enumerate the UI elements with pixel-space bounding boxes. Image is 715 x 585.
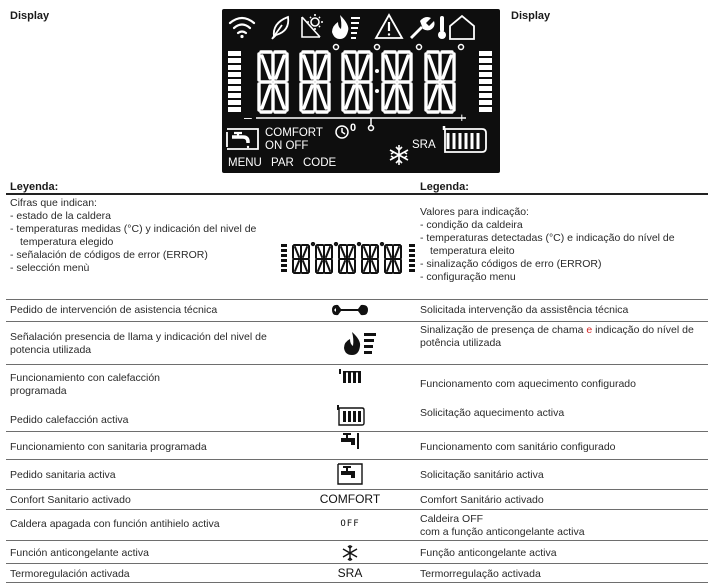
divider — [6, 582, 708, 583]
lcd-zero-label: 0 — [350, 122, 357, 134]
tap-icon — [340, 432, 360, 450]
divider — [6, 459, 708, 460]
digit-4 — [383, 52, 411, 112]
row-sra-pt: Termorregulação activada — [420, 568, 541, 580]
digit-2 — [301, 52, 329, 112]
row-tap-boxed-pt: Solicitação sanitário activa — [420, 469, 544, 481]
row-off-pt: Caldeira OFF com a função anticongelante activa — [420, 513, 585, 538]
row-tap-boxed-es: Pedido sanitaria activa — [10, 469, 116, 481]
radiator-icon — [444, 126, 486, 152]
row-wrench-es: Pedido de intervención de asistencia técnica — [10, 304, 218, 316]
row-tap-pt: Funcionamento com sanitário configurado — [420, 441, 616, 453]
row-flame-pt: Sinalização de presença de chama e indicação do nível de potência utilizada — [420, 324, 694, 349]
row-snowflake-es: Función anticongelante activa — [10, 547, 149, 559]
digit-5 — [426, 52, 454, 112]
flame-icon — [332, 15, 360, 39]
tap-boxed-icon — [336, 462, 364, 486]
divider — [6, 540, 708, 541]
lcd-menu-label: MENU — [228, 157, 262, 169]
wrench-icon — [330, 302, 370, 318]
divider — [6, 509, 708, 510]
divider — [6, 193, 708, 195]
colon-marks — [375, 69, 379, 93]
snowflake-icon — [340, 543, 360, 563]
row-snowflake-pt: Função anticongelante activa — [420, 547, 557, 559]
divider — [6, 364, 708, 365]
sra-word-icon: SRA — [337, 566, 363, 580]
divider — [6, 489, 708, 490]
tap-icon — [227, 129, 258, 149]
row-comfort-pt: Comfort Sanitário activado — [420, 494, 544, 506]
row-comfort-es: Confort Sanitario activado — [10, 494, 131, 506]
wrench-icon — [410, 17, 435, 39]
row-radiator-pt: Funcionamento com aquecimento configurado — [420, 378, 636, 390]
row-flame-es: Señalación presencia de llama y indicación del nivel de potencia utilizada — [10, 331, 267, 356]
left-level-bar — [228, 51, 241, 112]
row-sra-es: Termoregulación activada — [10, 568, 130, 580]
clock-icon — [336, 126, 348, 138]
digit-display — [259, 52, 454, 112]
row-digits-es: Cifras que indican: - estado de la caldera - temperaturas medidas (°C) y indicación del nivel de temperatura elegido - señalación de códigos de error (ERROR) - selección menù — [10, 197, 280, 275]
row-radiator-boxed-es: Pedido calefacción activa — [10, 414, 129, 426]
degree-marks — [334, 45, 464, 50]
row-wrench-pt: Solicitada intervenção da assistência técnica — [420, 304, 629, 316]
flame-level-icon — [340, 330, 380, 358]
radiator-icon — [338, 368, 362, 384]
lcd-sra-label: SRA — [412, 139, 436, 151]
solar-icon — [302, 14, 323, 37]
row-radiator-boxed-pt: Solicitação aquecimento activa — [420, 407, 565, 419]
lcd-comfort-label: COMFORT — [265, 127, 323, 139]
wifi-icon — [230, 18, 254, 38]
divider — [6, 321, 708, 322]
right-level-bar — [479, 51, 492, 112]
warning-icon — [376, 15, 402, 38]
divider — [6, 299, 708, 300]
lcd-onoff-label: ON OFF — [265, 140, 309, 152]
house-icon — [450, 16, 474, 39]
row-digits-pt: Valores para indicação: - condição da caldeira - temperaturas detectadas (°C) e indicação do nível de temperatura eleito - sinalização códigos de erro (ERROR) - configuração menu — [420, 206, 710, 284]
lcd-display — [222, 9, 500, 173]
snowflake-icon — [390, 145, 408, 165]
page-header-right: Display — [511, 10, 551, 22]
digits-icon — [281, 242, 415, 277]
legend-title-pt: Legenda: — [420, 181, 469, 193]
highlight-e: e — [586, 324, 593, 336]
digit-3 — [343, 52, 371, 112]
lcd-code-label: CODE — [303, 157, 337, 169]
legend-title-es: Leyenda: — [10, 181, 59, 193]
row-off-es: Caldera apagada con función antihielo activa — [10, 518, 220, 530]
off-icon — [333, 517, 367, 531]
radiator-boxed-icon — [336, 404, 366, 426]
page-header-left: Display — [10, 10, 50, 22]
comfort-word-icon: COMFORT — [319, 492, 381, 506]
row-radiator-es: Funcionamiento con calefacción programada — [10, 372, 161, 397]
divider — [6, 563, 708, 564]
lcd-par-label: PAR — [271, 157, 294, 169]
leaf-icon — [272, 17, 288, 39]
thermometer-icon — [438, 16, 446, 39]
off-icon-label: OFF — [340, 519, 360, 529]
row-tap-es: Funcionamiento con sanitaria programada — [10, 441, 207, 453]
scale-plus: + — [458, 110, 466, 125]
scale-minus: – — [244, 109, 252, 125]
digit-1 — [259, 52, 287, 112]
